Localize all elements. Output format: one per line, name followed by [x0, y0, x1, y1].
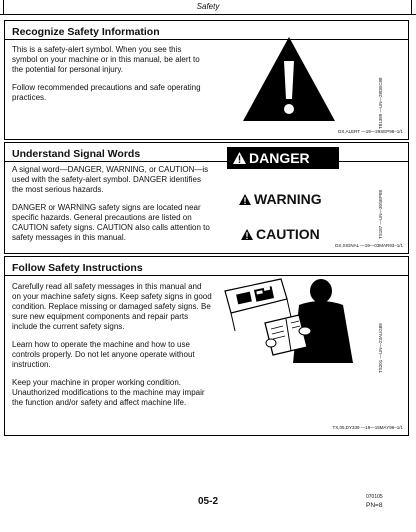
paragraph: Carefully read all safety messages in this manual and on your machine safety signs. Keep safety signs in good condition. Replace missing or damaged safety signs. Be sure new equipment components and repair parts include the current safety signs.: [12, 282, 212, 331]
section-title: Understand Signal Words: [12, 148, 141, 160]
caution-label: CAUTION: [256, 226, 320, 242]
section-follow-instructions: [4, 256, 409, 436]
alert-triangle-icon: [233, 152, 246, 164]
danger-label: DANGER: [249, 150, 310, 166]
header-title: Safety: [196, 2, 220, 11]
paragraph: A signal word—DANGER, WARNING, or CAUTION—is used with the safety-alert symbol. DANGER identifies the most serious hazards.: [12, 165, 209, 194]
page-number: 05-2: [197, 496, 218, 507]
paragraph: Keep your machine in proper working condition. Unauthorized modifications to the machine may impair the function and/or safety and affect machine life.: [12, 378, 205, 407]
header-tick-left: [3, 0, 4, 14]
footer-code: 070105: [366, 494, 383, 500]
paragraph: DANGER or WARNING safety signs are located near specific hazards. General precautions are listed on CAUTION safety signs. CAUTION also calls attention to safety messages in this manual.: [12, 203, 210, 242]
warning-signal-sign: [239, 191, 322, 207]
footer-pn: PN=8: [366, 502, 383, 509]
section-body: [12, 165, 210, 251]
paragraph: Learn how to operate the machine and how to use controls properly. Do not let anyone operate without instruction.: [12, 340, 195, 369]
alert-triangle-icon: [239, 194, 251, 205]
person-reading-manual-illustration: [221, 271, 371, 367]
page-header: [0, 0, 416, 15]
paragraph: Follow recommended precautions and safe operating practices.: [12, 83, 201, 102]
caution-signal-sign: [241, 226, 320, 242]
section-title: Recognize Safety Information: [12, 26, 160, 38]
image-code: TS187 —UN—30SEP88: [378, 189, 383, 239]
image-code: T81389 —UN—28DEC88: [378, 77, 383, 129]
section-title: Follow Safety Instructions: [12, 262, 143, 274]
section-body: [12, 45, 202, 111]
reference-code: DX,SIGNAL —19—03MAR93–1/1: [335, 243, 403, 248]
reference-code: DX,ALERT —19—29SEP98–1/1: [338, 129, 403, 134]
reference-code: TX,05,DY339 —19—15MAY96–1/1: [332, 425, 403, 430]
paragraph: This is a safety-alert symbol. When you see this symbol on your machine or in this manual, be alert to the potential for personal injury.: [12, 45, 200, 74]
warning-label: WARNING: [254, 191, 322, 207]
header-tick-right: [411, 0, 412, 14]
alert-triangle-icon: [241, 229, 253, 240]
section-body: [12, 282, 212, 416]
section-signal-words: [4, 142, 409, 254]
safety-alert-icon: [241, 35, 337, 123]
title-rule: [5, 39, 408, 40]
title-rule: [5, 161, 408, 162]
image-code: TS201 —UN—23AUG88: [378, 323, 383, 373]
section-recognize-safety: [4, 20, 409, 140]
danger-signal-sign: [227, 147, 339, 169]
